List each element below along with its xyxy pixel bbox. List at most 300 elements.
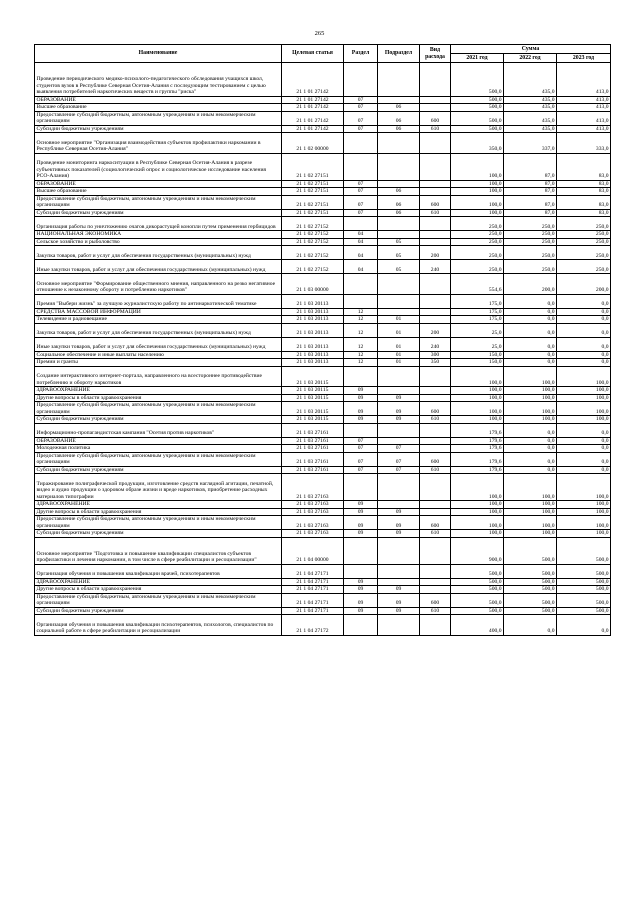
cell-target-article: 21 1 01 27142 <box>282 63 344 97</box>
cell-sum-2023: 100,0 <box>557 474 611 501</box>
cell-expense-type <box>420 578 451 586</box>
cell-sum-2022: 435,0 <box>504 125 557 133</box>
cell-name: Субсидии бюджетным учреждениям <box>35 530 282 538</box>
cell-expense-type <box>420 387 451 395</box>
cell-sum-2021: 500,0 <box>451 586 504 594</box>
table-row <box>35 586 611 594</box>
cell-subsection: 06 <box>378 111 420 125</box>
cell-name: Организация работы по уничтожению очагов дикорастущей конопли путем применения гербицидов <box>35 217 282 231</box>
cell-target-article: 21 1 02 27151 <box>282 209 344 217</box>
cell-section <box>344 294 378 308</box>
cell-name: Субсидии бюджетным учреждениям <box>35 607 282 615</box>
cell-sum-2023: 500,0 <box>557 586 611 594</box>
cell-section: 07 <box>344 437 378 445</box>
cell-expense-type: 610 <box>420 530 451 538</box>
page-number: 265 <box>314 30 325 37</box>
cell-expense-type: 600 <box>420 593 451 607</box>
cell-name: ЗДРАВООХРАНЕНИЕ <box>35 501 282 509</box>
table-row <box>35 238 611 246</box>
cell-subsection: 09 <box>378 394 420 402</box>
cell-target-article: 21 1 03 27161 <box>282 452 344 466</box>
cell-sum-2022: 0,0 <box>504 323 557 337</box>
cell-sum-2021: 250,0 <box>451 231 504 239</box>
header-target-article: Целевая статья <box>282 45 344 63</box>
cell-target-article: 21 1 01 27142 <box>282 96 344 104</box>
cell-sum-2022: 87,0 <box>504 195 557 209</box>
cell-name: Организация обучения и повышения квалификации психотерапевтов, психологов, специалистов по социальной работе в сфере реабилитации и ресоциализации <box>35 615 282 636</box>
cell-target-article: 21 1 04 00000 <box>282 537 344 564</box>
cell-section: 04 <box>344 246 378 260</box>
cell-sum-2022: 250,0 <box>504 217 557 231</box>
cell-name: Основное мероприятие "Формирование общественного мнения, направленного на резко негативное отношение к незаконному обороту и потреблению наркотиков" <box>35 274 282 295</box>
budget-table <box>34 44 611 636</box>
cell-target-article: 21 1 03 27163 <box>282 516 344 530</box>
cell-sum-2021: 250,0 <box>451 246 504 260</box>
cell-target-article: 21 1 04 27171 <box>282 578 344 586</box>
cell-sum-2023: 0,0 <box>557 423 611 437</box>
cell-sum-2022: 0,0 <box>504 308 557 316</box>
cell-name: Предоставление субсидий бюджетным, автономным учреждениям и иным некоммерческим организациям <box>35 402 282 416</box>
cell-sum-2022: 100,0 <box>504 530 557 538</box>
table-row <box>35 516 611 530</box>
cell-subsection <box>378 366 420 387</box>
cell-section: 09 <box>344 501 378 509</box>
cell-sum-2023: 500,0 <box>557 537 611 564</box>
cell-sum-2022: 0,0 <box>504 316 557 324</box>
cell-section: 09 <box>344 508 378 516</box>
cell-sum-2023: 0,0 <box>557 359 611 367</box>
cell-sum-2023: 83,0 <box>557 153 611 180</box>
cell-sum-2023: 413,0 <box>557 63 611 97</box>
cell-target-article: 21 1 03 20113 <box>282 316 344 324</box>
cell-subsection: 01 <box>378 323 420 337</box>
cell-sum-2023: 83,0 <box>557 195 611 209</box>
cell-expense-type: 600 <box>420 111 451 125</box>
cell-subsection: 09 <box>378 402 420 416</box>
cell-subsection: 01 <box>378 337 420 351</box>
cell-sum-2023: 83,0 <box>557 188 611 196</box>
cell-sum-2021: 179,6 <box>451 445 504 453</box>
cell-sum-2021: 350,0 <box>451 133 504 154</box>
cell-section: 09 <box>344 394 378 402</box>
cell-target-article: 21 1 02 00000 <box>282 133 344 154</box>
table-row <box>35 111 611 125</box>
table-row <box>35 593 611 607</box>
cell-subsection: 09 <box>378 586 420 594</box>
cell-subsection <box>378 63 420 97</box>
table-row <box>35 387 611 395</box>
cell-sum-2023: 0,0 <box>557 437 611 445</box>
cell-section: 09 <box>344 402 378 416</box>
cell-section: 07 <box>344 445 378 453</box>
cell-sum-2022: 0,0 <box>504 423 557 437</box>
cell-subsection <box>378 615 420 636</box>
cell-name: Закупка товаров, работ и услуг для обеспечения государственных (муниципальных) нужд <box>35 323 282 337</box>
cell-section: 07 <box>344 466 378 474</box>
cell-sum-2022: 0,0 <box>504 294 557 308</box>
cell-target-article: 21 1 03 20115 <box>282 394 344 402</box>
cell-sum-2022: 87,0 <box>504 209 557 217</box>
cell-sum-2023: 100,0 <box>557 530 611 538</box>
cell-sum-2021: 500,0 <box>451 607 504 615</box>
table-row <box>35 337 611 351</box>
cell-section: 12 <box>344 316 378 324</box>
cell-subsection: 06 <box>378 188 420 196</box>
cell-name: Телевидение и радиовещание <box>35 316 282 324</box>
cell-section: 12 <box>344 323 378 337</box>
cell-subsection <box>378 387 420 395</box>
cell-expense-type <box>420 104 451 112</box>
cell-expense-type <box>420 501 451 509</box>
cell-sum-2021: 900,0 <box>451 537 504 564</box>
cell-target-article: 21 1 03 20115 <box>282 416 344 424</box>
cell-sum-2023: 0,0 <box>557 308 611 316</box>
cell-expense-type: 610 <box>420 416 451 424</box>
cell-sum-2022: 100,0 <box>504 501 557 509</box>
cell-expense-type: 200 <box>420 246 451 260</box>
table-row <box>35 260 611 274</box>
cell-target-article: 21 1 03 27163 <box>282 501 344 509</box>
table-row <box>35 133 611 154</box>
cell-sum-2023: 333,0 <box>557 133 611 154</box>
cell-sum-2022: 200,0 <box>504 274 557 295</box>
cell-target-article: 21 1 03 27161 <box>282 423 344 437</box>
cell-expense-type: 600 <box>420 402 451 416</box>
cell-target-article: 21 1 03 27161 <box>282 445 344 453</box>
cell-target-article: 21 1 03 20113 <box>282 337 344 351</box>
table-row <box>35 578 611 586</box>
cell-name: Премии и гранты <box>35 359 282 367</box>
cell-section <box>344 133 378 154</box>
cell-section <box>344 63 378 97</box>
cell-section: 09 <box>344 530 378 538</box>
cell-sum-2023: 250,0 <box>557 246 611 260</box>
cell-subsection: 09 <box>378 607 420 615</box>
cell-name: Субсидии бюджетным учреждениям <box>35 125 282 133</box>
cell-sum-2023: 100,0 <box>557 516 611 530</box>
cell-name: Основное мероприятие "Подготовка и повышение квалификации специалистов субъектов профилактики и лечения наркомании, в том числе в сфере реабилитации и ресоциализации" <box>35 537 282 564</box>
cell-expense-type: 610 <box>420 607 451 615</box>
cell-sum-2023: 0,0 <box>557 323 611 337</box>
table-row <box>35 501 611 509</box>
cell-target-article: 21 1 03 27163 <box>282 474 344 501</box>
cell-sum-2021: 150,0 <box>451 351 504 359</box>
cell-subsection: 01 <box>378 359 420 367</box>
cell-expense-type: 300 <box>420 351 451 359</box>
cell-sum-2023: 250,0 <box>557 231 611 239</box>
cell-expense-type: 610 <box>420 125 451 133</box>
table-row <box>35 180 611 188</box>
cell-sum-2022: 0,0 <box>504 351 557 359</box>
cell-subsection: 09 <box>378 508 420 516</box>
cell-section: 09 <box>344 593 378 607</box>
table-row <box>35 445 611 453</box>
cell-sum-2022: 0,0 <box>504 437 557 445</box>
cell-subsection <box>378 133 420 154</box>
cell-expense-type <box>420 508 451 516</box>
cell-name: НАЦИОНАЛЬНАЯ ЭКОНОМИКА <box>35 231 282 239</box>
cell-section <box>344 274 378 295</box>
header-expense-type: Вид расхода <box>420 45 451 63</box>
cell-subsection: 09 <box>378 593 420 607</box>
cell-subsection <box>378 537 420 564</box>
cell-sum-2023: 413,0 <box>557 125 611 133</box>
cell-sum-2023: 0,0 <box>557 452 611 466</box>
table-row <box>35 246 611 260</box>
table-row <box>35 351 611 359</box>
cell-name: Высшее образование <box>35 188 282 196</box>
cell-subsection <box>378 564 420 578</box>
cell-sum-2022: 250,0 <box>504 260 557 274</box>
cell-expense-type <box>420 274 451 295</box>
cell-target-article: 21 1 01 27142 <box>282 125 344 133</box>
cell-sum-2023: 500,0 <box>557 578 611 586</box>
cell-expense-type <box>420 238 451 246</box>
cell-subsection: 06 <box>378 209 420 217</box>
header-subsection: Подраздел <box>378 45 420 63</box>
cell-expense-type <box>420 63 451 97</box>
cell-target-article: 21 1 01 27142 <box>282 104 344 112</box>
cell-sum-2023: 200,0 <box>557 274 611 295</box>
cell-target-article: 21 1 03 27161 <box>282 466 344 474</box>
cell-sum-2021: 100,0 <box>451 387 504 395</box>
cell-section: 09 <box>344 607 378 615</box>
cell-target-article: 21 1 02 27152 <box>282 231 344 239</box>
cell-target-article: 21 1 01 27142 <box>282 111 344 125</box>
cell-expense-type: 610 <box>420 209 451 217</box>
cell-sum-2022: 0,0 <box>504 359 557 367</box>
cell-subsection: 07 <box>378 466 420 474</box>
cell-sum-2022: 500,0 <box>504 578 557 586</box>
cell-sum-2023: 250,0 <box>557 260 611 274</box>
cell-target-article: 21 1 04 27172 <box>282 615 344 636</box>
cell-sum-2021: 500,0 <box>451 125 504 133</box>
cell-target-article: 21 1 04 27171 <box>282 564 344 578</box>
cell-name: ЗДРАВООХРАНЕНИЕ <box>35 387 282 395</box>
cell-target-article: 21 1 03 27163 <box>282 530 344 538</box>
cell-expense-type: 610 <box>420 466 451 474</box>
cell-sum-2021: 100,0 <box>451 508 504 516</box>
cell-section: 07 <box>344 111 378 125</box>
table-row <box>35 474 611 501</box>
cell-sum-2021: 179,6 <box>451 452 504 466</box>
cell-sum-2023: 83,0 <box>557 180 611 188</box>
cell-section: 09 <box>344 578 378 586</box>
cell-subsection <box>378 578 420 586</box>
table-row <box>35 423 611 437</box>
cell-target-article: 21 1 02 27151 <box>282 195 344 209</box>
table-row <box>35 607 611 615</box>
cell-target-article: 21 1 03 20115 <box>282 387 344 395</box>
cell-name: Тиражирование полиграфической продукции, изготовление средств наглядной агитации, печатной, видео и аудио продукции о здоровом образе жизни и вреде наркотиков, приобретение расходных материалов типографии <box>35 474 282 501</box>
cell-sum-2023: 100,0 <box>557 394 611 402</box>
header-sum: Сумма <box>451 45 611 54</box>
cell-sum-2022: 500,0 <box>504 593 557 607</box>
cell-sum-2021: 500,0 <box>451 578 504 586</box>
cell-sum-2023: 0,0 <box>557 466 611 474</box>
cell-sum-2021: 175,0 <box>451 294 504 308</box>
cell-section: 07 <box>344 180 378 188</box>
cell-sum-2022: 100,0 <box>504 402 557 416</box>
cell-section: 09 <box>344 387 378 395</box>
cell-sum-2022: 0,0 <box>504 452 557 466</box>
cell-name: Предоставление субсидий бюджетным, автономным учреждениям и иным некоммерческим организациям <box>35 516 282 530</box>
cell-sum-2021: 179,6 <box>451 466 504 474</box>
cell-section: 04 <box>344 260 378 274</box>
cell-expense-type <box>420 586 451 594</box>
header-year-2022: 2022 год <box>504 54 557 63</box>
cell-name: Высшее образование <box>35 104 282 112</box>
cell-sum-2021: 500,0 <box>451 593 504 607</box>
cell-section: 12 <box>344 359 378 367</box>
cell-subsection <box>378 308 420 316</box>
cell-sum-2022: 500,0 <box>504 607 557 615</box>
cell-expense-type <box>420 537 451 564</box>
cell-expense-type <box>420 308 451 316</box>
cell-sum-2022: 87,0 <box>504 153 557 180</box>
cell-section: 07 <box>344 452 378 466</box>
cell-target-article: 21 1 03 20113 <box>282 323 344 337</box>
cell-sum-2023: 100,0 <box>557 387 611 395</box>
cell-name: Основное мероприятие "Организация взаимодействия субъектов профилактики наркомании в Республике Северная Осетия-Алания" <box>35 133 282 154</box>
table-row <box>35 195 611 209</box>
cell-name: Премия "Выбери жизнь" за лучшую журналистскую работу по антинаркотической тематике <box>35 294 282 308</box>
cell-section <box>344 615 378 636</box>
cell-section: 09 <box>344 586 378 594</box>
table-row <box>35 104 611 112</box>
cell-sum-2021: 179,6 <box>451 423 504 437</box>
cell-subsection: 05 <box>378 238 420 246</box>
cell-sum-2021: 100,0 <box>451 209 504 217</box>
cell-sum-2023: 500,0 <box>557 607 611 615</box>
cell-target-article: 21 1 04 27171 <box>282 607 344 615</box>
table-row <box>35 323 611 337</box>
cell-section: 04 <box>344 238 378 246</box>
header-name: Наименование <box>35 45 282 63</box>
cell-sum-2022: 250,0 <box>504 246 557 260</box>
cell-expense-type <box>420 615 451 636</box>
cell-name: ОБРАЗОВАНИЕ <box>35 96 282 104</box>
cell-section: 04 <box>344 231 378 239</box>
cell-section: 07 <box>344 209 378 217</box>
cell-subsection <box>378 437 420 445</box>
cell-sum-2022: 100,0 <box>504 474 557 501</box>
cell-section: 12 <box>344 351 378 359</box>
header-year-2021: 2021 год <box>451 54 504 63</box>
cell-subsection <box>378 217 420 231</box>
cell-sum-2021: 100,0 <box>451 530 504 538</box>
cell-section: 07 <box>344 104 378 112</box>
cell-section: 07 <box>344 125 378 133</box>
cell-sum-2021: 250,0 <box>451 217 504 231</box>
cell-sum-2023: 0,0 <box>557 615 611 636</box>
cell-name: Организация обучения и повышения квалификации врачей, психотерапевтов <box>35 564 282 578</box>
cell-target-article: 21 1 02 27152 <box>282 260 344 274</box>
cell-name: Субсидии бюджетным учреждениям <box>35 416 282 424</box>
cell-name: Социальное обеспечение и иные выплаты населению <box>35 351 282 359</box>
cell-sum-2023: 83,0 <box>557 209 611 217</box>
cell-sum-2022: 0,0 <box>504 445 557 453</box>
table-row <box>35 96 611 104</box>
cell-sum-2022: 0,0 <box>504 615 557 636</box>
cell-target-article: 21 1 04 27171 <box>282 593 344 607</box>
cell-sum-2022: 100,0 <box>504 508 557 516</box>
cell-section <box>344 474 378 501</box>
cell-expense-type <box>420 217 451 231</box>
cell-section <box>344 217 378 231</box>
table-row <box>35 402 611 416</box>
cell-expense-type <box>420 153 451 180</box>
table-row <box>35 316 611 324</box>
cell-expense-type: 240 <box>420 337 451 351</box>
cell-sum-2021: 100,0 <box>451 180 504 188</box>
table-row <box>35 452 611 466</box>
cell-name: Другие вопросы в области здравоохранения <box>35 394 282 402</box>
cell-name: ОБРАЗОВАНИЕ <box>35 437 282 445</box>
cell-expense-type <box>420 294 451 308</box>
cell-target-article: 21 1 03 27161 <box>282 437 344 445</box>
cell-expense-type: 600 <box>420 452 451 466</box>
cell-sum-2021: 179,6 <box>451 437 504 445</box>
cell-section: 09 <box>344 516 378 530</box>
cell-subsection <box>378 153 420 180</box>
cell-target-article: 21 1 03 20115 <box>282 366 344 387</box>
table-row <box>35 359 611 367</box>
cell-sum-2023: 250,0 <box>557 238 611 246</box>
cell-name: Закупка товаров, работ и услуг для обеспечения государственных (муниципальных) нужд <box>35 246 282 260</box>
cell-subsection: 09 <box>378 530 420 538</box>
cell-sum-2023: 100,0 <box>557 508 611 516</box>
cell-sum-2023: 0,0 <box>557 351 611 359</box>
table-row <box>35 394 611 402</box>
cell-sum-2021: 100,0 <box>451 366 504 387</box>
cell-target-article: 21 1 04 27171 <box>282 586 344 594</box>
cell-sum-2022: 87,0 <box>504 188 557 196</box>
cell-sum-2021: 500,0 <box>451 111 504 125</box>
cell-name: Другие вопросы в области здравоохранения <box>35 586 282 594</box>
cell-expense-type: 350 <box>420 359 451 367</box>
cell-name: Иные закупки товаров, работ и услуг для обеспечения государственных (муниципальных) нужд <box>35 337 282 351</box>
cell-expense-type <box>420 180 451 188</box>
cell-sum-2021: 500,0 <box>451 63 504 97</box>
cell-expense-type <box>420 394 451 402</box>
cell-target-article: 21 1 02 27152 <box>282 246 344 260</box>
cell-expense-type <box>420 445 451 453</box>
cell-sum-2021: 100,0 <box>451 394 504 402</box>
cell-expense-type: 200 <box>420 323 451 337</box>
cell-sum-2021: 150,0 <box>451 359 504 367</box>
cell-expense-type <box>420 188 451 196</box>
cell-expense-type <box>420 316 451 324</box>
cell-sum-2023: 500,0 <box>557 564 611 578</box>
cell-sum-2023: 250,0 <box>557 217 611 231</box>
cell-expense-type <box>420 474 451 501</box>
cell-sum-2021: 500,0 <box>451 564 504 578</box>
cell-name: Субсидии бюджетным учреждениям <box>35 466 282 474</box>
cell-expense-type <box>420 366 451 387</box>
cell-sum-2023: 100,0 <box>557 501 611 509</box>
cell-name: Предоставление субсидий бюджетным, автономным учреждениям и иным некоммерческим организациям <box>35 452 282 466</box>
cell-name: Сельское хозяйство и рыболовство <box>35 238 282 246</box>
table-row <box>35 615 611 636</box>
cell-subsection: 01 <box>378 351 420 359</box>
cell-expense-type <box>420 423 451 437</box>
cell-sum-2021: 100,0 <box>451 188 504 196</box>
cell-section: 07 <box>344 188 378 196</box>
cell-section: 12 <box>344 308 378 316</box>
cell-subsection: 01 <box>378 316 420 324</box>
table-row <box>35 231 611 239</box>
